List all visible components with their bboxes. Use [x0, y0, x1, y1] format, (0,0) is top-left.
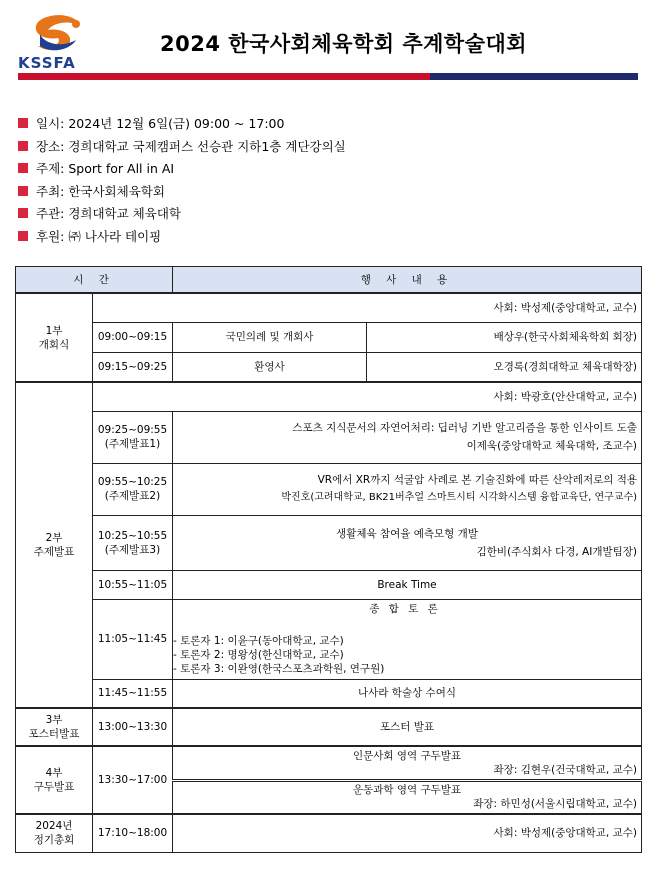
time-cell: 09:00~09:15	[93, 322, 173, 352]
oral-session-a	[173, 746, 642, 780]
oral-session-chair: 좌장: 하민성(서울시립대학교, 교수)	[473, 798, 637, 811]
square-bullet-icon	[18, 141, 28, 151]
document-header	[0, 0, 645, 84]
break-cell: Break Time	[173, 570, 642, 599]
square-bullet-icon	[18, 163, 28, 173]
event-cell: 포스터 발표	[173, 708, 642, 746]
presentation-title: 생활체육 참여율 예측모형 개발	[336, 527, 478, 540]
table-row	[16, 322, 642, 352]
award-cell: 나사라 학술상 수여식	[173, 679, 642, 708]
section-label-2: 2부 주제발표	[16, 382, 93, 708]
header-time: 시 간	[16, 267, 173, 294]
table-row	[16, 814, 642, 852]
logo-text: KSSFA	[18, 54, 76, 72]
info-theme: 주제: Sport for All in AI	[18, 157, 346, 180]
oral-session-b	[173, 780, 642, 814]
section-label-5: 2024년 정기총회	[16, 814, 93, 852]
table-row	[16, 293, 642, 322]
time-cell: 11:05~11:45	[93, 599, 173, 679]
person-cell: 오경록(경희대학교 체육대학장)	[367, 352, 642, 382]
info-venue: 장소: 경희대학교 국제캠퍼스 선승관 지하1층 계단강의실	[18, 135, 346, 158]
discussion-title: 종 합 토 론	[369, 603, 441, 615]
header-event: 행 사 내 용	[173, 267, 642, 294]
time-cell: 13:30~17:00	[93, 746, 173, 814]
info-organizer: 주관: 경희대학교 체육대학	[18, 202, 346, 225]
presentation-cell	[173, 463, 642, 515]
square-bullet-icon	[18, 208, 28, 218]
page-title: 2024 한국사회체육학회 추계학술대회	[160, 32, 528, 56]
chair-2: 사회: 박광호(안산대학교, 교수)	[93, 382, 642, 411]
time-cell: 13:00~13:30	[93, 708, 173, 746]
section-label-1: 1부 개회식	[16, 293, 93, 382]
discussant-1: - 토론자 1: 이윤구(동아대학교, 교수)	[173, 635, 344, 647]
presentation-speaker: 이제욱(중앙대학교 체육대학, 조교수)	[466, 440, 637, 452]
event-cell: 국민의례 및 개회사	[173, 322, 367, 352]
discussant-3: - 토론자 3: 이완영(한국스포츠과학원, 연구원)	[173, 663, 385, 675]
square-bullet-icon	[18, 118, 28, 128]
table-header-row	[16, 267, 642, 294]
header-rule-red	[18, 73, 430, 80]
info-date: 일시: 2024년 12월 6일(금) 09:00 ~ 17:00	[18, 112, 346, 135]
oral-session-title: 인문사회 영역 구두발표	[352, 749, 462, 762]
square-bullet-icon	[18, 186, 28, 196]
time-cell: 10:25~10:55 (주제발표3)	[93, 515, 173, 570]
table-row	[16, 515, 642, 570]
presentation-cell	[173, 515, 642, 570]
presentation-cell	[173, 411, 642, 463]
time-cell: 09:25~09:55 (주제발표1)	[93, 411, 173, 463]
section-label-3: 3부 포스터발표	[16, 708, 93, 746]
time-cell: 17:10~18:00	[93, 814, 173, 852]
time-cell: 11:45~11:55	[93, 679, 173, 708]
oral-session-title: 운동과학 영역 구두발표	[352, 784, 462, 797]
table-row	[16, 463, 642, 515]
time-cell: 09:15~09:25	[93, 352, 173, 382]
section-label-4: 4부 구두발표	[16, 746, 93, 814]
time-cell: 09:55~10:25 (주제발표2)	[93, 463, 173, 515]
event-cell: 환영사	[173, 352, 367, 382]
table-row	[16, 352, 642, 382]
schedule-table	[15, 266, 642, 853]
table-row	[16, 708, 642, 746]
header-rule-navy	[430, 73, 638, 80]
table-row	[16, 382, 642, 411]
discussion-cell	[173, 599, 642, 679]
chair-1: 사회: 박성제(중앙대학교, 교수)	[93, 293, 642, 322]
presentation-speaker: 김한비(주식회사 다경, AI개발팀장)	[476, 545, 637, 558]
table-row	[16, 599, 642, 679]
info-host: 주최: 한국사회체육학회	[18, 180, 346, 203]
discussant-2: - 토론자 2: 명왕성(한신대학교, 교수)	[173, 649, 344, 661]
event-info-list	[18, 112, 346, 247]
oral-session-chair: 좌장: 김현우(건국대학교, 교수)	[493, 763, 637, 776]
presentation-title: VR에서 XR까지 석굴암 사례로 본 기술진화에 따른 산악레저로의 적용	[317, 474, 637, 486]
info-sponsor: 후원: ㈜ 나사라 테이핑	[18, 225, 346, 248]
presentation-title: 스포츠 지식문서의 자연어처리: 딥러닝 기반 알고리즘을 통한 인사이트 도출	[292, 422, 637, 434]
table-row	[16, 570, 642, 599]
table-row	[16, 679, 642, 708]
presentation-speaker: 박진호(고려대학교, BK21버추얼 스마트시티 시각화시스템 융합교육단, 연구교수)	[281, 492, 637, 503]
time-cell: 10:55~11:05	[93, 570, 173, 599]
person-cell: 배상우(한국사회체육학회 회장)	[367, 322, 642, 352]
chair-5: 사회: 박성제(중앙대학교, 교수)	[173, 814, 642, 852]
square-bullet-icon	[18, 231, 28, 241]
table-row	[16, 411, 642, 463]
table-row	[16, 746, 642, 780]
